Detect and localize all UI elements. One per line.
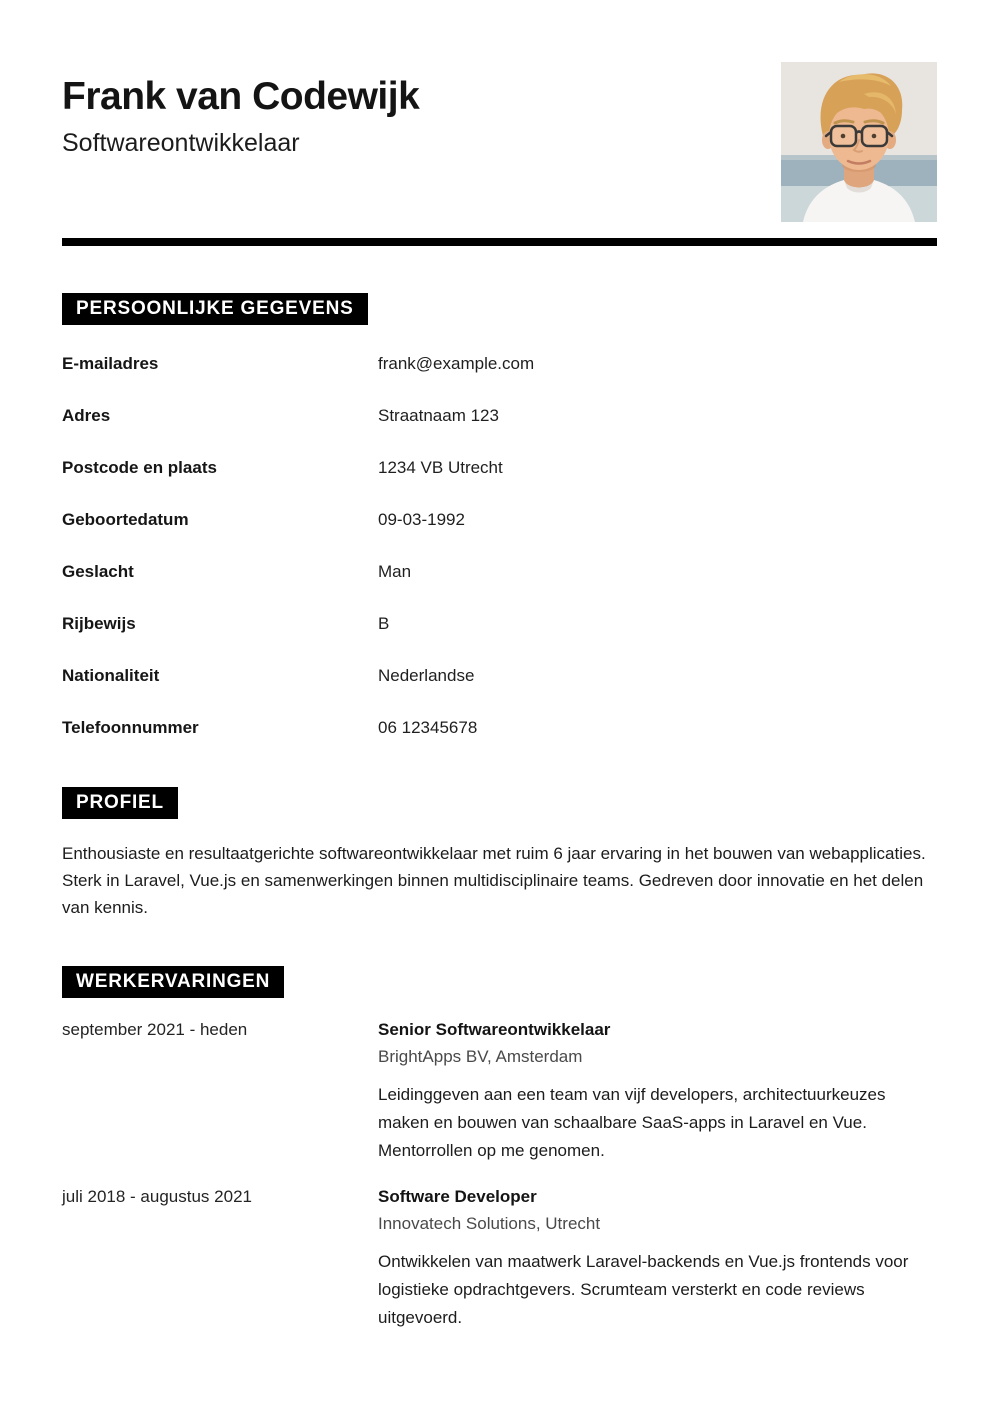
person-name: Frank van Codewijk bbox=[62, 75, 420, 118]
detail-row-birthdate bbox=[62, 508, 937, 531]
job-company: Innovatech Solutions, Utrecht bbox=[378, 1214, 601, 1233]
detail-value: Straatnaam 123 bbox=[378, 406, 499, 425]
job-period: juli 2018 - augustus 2021 bbox=[62, 1187, 252, 1206]
section-title-personal: PERSOONLIJKE GEGEVENS bbox=[62, 293, 368, 325]
detail-value: B bbox=[378, 614, 390, 633]
detail-label: Postcode en plaats bbox=[62, 458, 217, 477]
section-title-experience: WERKERVARINGEN bbox=[62, 966, 284, 998]
job-role: Software Developer bbox=[378, 1187, 537, 1206]
detail-row-address bbox=[62, 404, 937, 427]
job-description: Leidinggeven aan een team van vijf developers, architectuurkeuzes maken en bouwen van schaalbare SaaS-apps in Laravel en Vue. Mentorrollen op me genomen. bbox=[378, 1085, 886, 1160]
section-experience bbox=[62, 966, 937, 1332]
detail-value: Nederlandse bbox=[378, 666, 475, 685]
detail-label: Telefoonnummer bbox=[62, 718, 199, 737]
detail-label: E-mailadres bbox=[62, 354, 159, 373]
section-personal bbox=[62, 293, 937, 739]
detail-row-phone bbox=[62, 716, 937, 739]
cv-header bbox=[62, 62, 937, 222]
job-main bbox=[378, 1185, 937, 1332]
section-profile bbox=[62, 787, 937, 921]
detail-row-nationality bbox=[62, 664, 937, 687]
detail-value: 06 12345678 bbox=[378, 718, 478, 737]
job-entry-software-developer bbox=[62, 1185, 937, 1332]
detail-label: Adres bbox=[62, 406, 111, 425]
header-text-block bbox=[62, 62, 419, 158]
job-period: september 2021 - heden bbox=[62, 1020, 248, 1039]
detail-label: Nationaliteit bbox=[62, 666, 160, 685]
job-description: Ontwikkelen van maatwerk Laravel-backends en Vue.js frontends voor logistieke opdrachtgevers. Scrumteam versterkt en code reviews uitgevoerd. bbox=[378, 1252, 909, 1327]
detail-row-license bbox=[62, 612, 937, 635]
portrait-photo bbox=[781, 62, 937, 222]
detail-row-postcode bbox=[62, 456, 937, 479]
detail-value: frank@example.com bbox=[378, 354, 535, 373]
detail-label: Rijbewijs bbox=[62, 614, 136, 633]
detail-value: 09-03-1992 bbox=[378, 510, 465, 529]
job-main bbox=[378, 1018, 937, 1165]
detail-value: Man bbox=[378, 562, 412, 581]
detail-row-email bbox=[62, 352, 937, 375]
detail-value: 1234 VB Utrecht bbox=[378, 458, 503, 477]
header-divider bbox=[62, 238, 937, 246]
profile-text: Enthousiaste en resultaatgerichte softwareontwikkelaar met ruim 6 jaar ervaring in het bouwen van webapplicaties. Sterk in Laravel, Vue.js en samenwerkingen binnen multidisciplinaire teams. Gedreven door innovatie en het delen van kennis. bbox=[62, 844, 926, 917]
job-company: BrightApps BV, Amsterdam bbox=[378, 1047, 583, 1066]
person-job-title: Softwareontwikkelaar bbox=[62, 129, 300, 157]
section-title-profile: PROFIEL bbox=[62, 787, 178, 819]
detail-label: Geslacht bbox=[62, 562, 134, 581]
job-role: Senior Softwareontwikkelaar bbox=[378, 1020, 611, 1039]
portrait-photo-icon bbox=[781, 62, 937, 222]
personal-details-list bbox=[62, 352, 937, 739]
detail-label: Geboortedatum bbox=[62, 510, 189, 529]
detail-row-gender bbox=[62, 560, 937, 583]
job-entry-senior-softwareontwikkelaar bbox=[62, 1018, 937, 1165]
